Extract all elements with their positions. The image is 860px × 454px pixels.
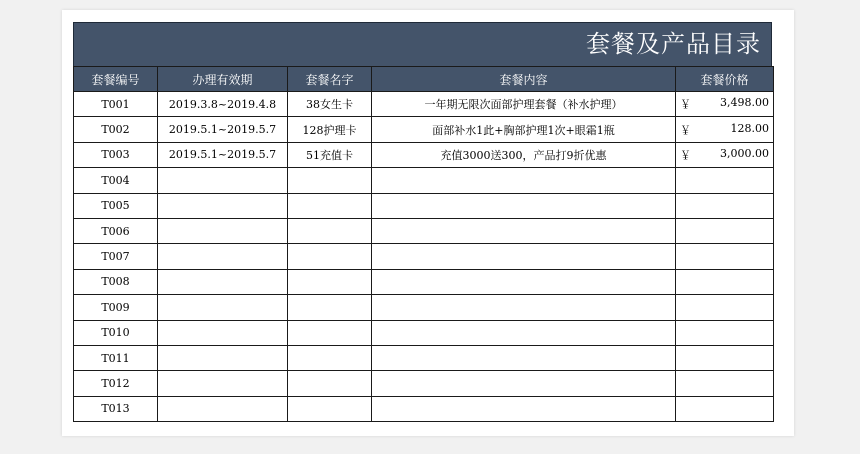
table-row [74,396,774,421]
cell-package-price[interactable] [676,269,774,294]
cell-validity-period[interactable] [158,168,288,193]
cell-package-name[interactable]: 128护理卡 [288,117,372,142]
cell-package-name[interactable] [288,218,372,243]
cell-validity-period[interactable]: 2019.5.1~2019.5.7 [158,142,288,167]
column-header-content: 套餐内容 [372,67,676,92]
column-header-id: 套餐编号 [74,67,158,92]
cell-package-name[interactable] [288,320,372,345]
cell-package-price[interactable] [676,396,774,421]
table-row [74,142,774,167]
catalog-table [73,66,774,422]
page-title: 套餐及产品目录 [586,30,761,58]
cell-package-content[interactable] [372,269,676,294]
cell-package-content[interactable]: 面部补水1此+胸部护理1次+眼霜1瓶 [372,117,676,142]
cell-package-content[interactable] [372,320,676,345]
cell-package-price[interactable] [676,117,774,142]
cell-package-price[interactable] [676,168,774,193]
cell-validity-period[interactable] [158,320,288,345]
cell-package-price[interactable] [676,218,774,243]
cell-package-content[interactable]: 一年期无限次面部护理套餐（补水护理） [372,92,676,117]
table-row [74,295,774,320]
table-row [74,244,774,269]
cell-validity-period[interactable] [158,218,288,243]
cell-package-price[interactable] [676,193,774,218]
cell-validity-period[interactable] [158,193,288,218]
column-header-name: 套餐名字 [288,67,372,92]
cell-validity-period[interactable]: 2019.3.8~2019.4.8 [158,92,288,117]
cell-package-price[interactable] [676,371,774,396]
column-header-price: 套餐价格 [676,67,774,92]
cell-package-price[interactable] [676,142,774,167]
cell-package-name[interactable] [288,345,372,370]
cell-package-id[interactable]: T003 [74,142,158,167]
cell-package-content[interactable] [372,345,676,370]
cell-package-id[interactable]: T001 [74,92,158,117]
cell-package-price[interactable] [676,345,774,370]
cell-package-content[interactable] [372,193,676,218]
currency-symbol: ￥ [680,148,691,162]
table-row [74,269,774,294]
table-row [74,218,774,243]
cell-package-id[interactable]: T009 [74,295,158,320]
currency-symbol: ￥ [680,123,691,137]
cell-package-content[interactable] [372,168,676,193]
catalog-sheet [62,10,794,436]
cell-package-id[interactable]: T010 [74,320,158,345]
cell-package-name[interactable]: 51充值卡 [288,142,372,167]
cell-package-name[interactable] [288,295,372,320]
currency-symbol: ￥ [680,98,691,112]
cell-package-name[interactable] [288,168,372,193]
table-row [74,193,774,218]
price-amount: 3,498.00 [720,96,769,110]
cell-package-content[interactable] [372,218,676,243]
cell-package-content[interactable] [372,396,676,421]
cell-package-content[interactable]: 充值3000送300，产品打9折优惠 [372,142,676,167]
column-header-period: 办理有效期 [158,67,288,92]
table-row [74,92,774,117]
cell-package-id[interactable]: T002 [74,117,158,142]
cell-validity-period[interactable] [158,295,288,320]
cell-package-name[interactable] [288,371,372,396]
cell-package-id[interactable]: T008 [74,269,158,294]
cell-package-price[interactable] [676,320,774,345]
cell-package-id[interactable]: T011 [74,345,158,370]
table-row [74,371,774,396]
cell-package-name[interactable] [288,396,372,421]
cell-package-id[interactable]: T007 [74,244,158,269]
table-row [74,345,774,370]
table-row [74,168,774,193]
cell-package-content[interactable] [372,244,676,269]
table-row [74,320,774,345]
cell-validity-period[interactable] [158,269,288,294]
cell-validity-period[interactable]: 2019.5.1~2019.5.7 [158,117,288,142]
cell-validity-period[interactable] [158,396,288,421]
cell-package-price[interactable] [676,92,774,117]
cell-package-name[interactable] [288,193,372,218]
cell-package-name[interactable]: 38女生卡 [288,92,372,117]
header-row [74,67,774,92]
title-bar [73,22,772,66]
cell-package-id[interactable]: T005 [74,193,158,218]
cell-package-name[interactable] [288,244,372,269]
table-row [74,117,774,142]
cell-package-id[interactable]: T012 [74,371,158,396]
cell-package-price[interactable] [676,295,774,320]
cell-package-id[interactable]: T004 [74,168,158,193]
cell-package-name[interactable] [288,269,372,294]
cell-validity-period[interactable] [158,244,288,269]
cell-package-content[interactable] [372,295,676,320]
price-amount: 3,000.00 [720,146,769,160]
cell-package-id[interactable]: T013 [74,396,158,421]
price-amount: 128.00 [730,121,769,135]
cell-package-content[interactable] [372,371,676,396]
cell-package-id[interactable]: T006 [74,218,158,243]
cell-package-price[interactable] [676,244,774,269]
cell-validity-period[interactable] [158,371,288,396]
cell-validity-period[interactable] [158,345,288,370]
